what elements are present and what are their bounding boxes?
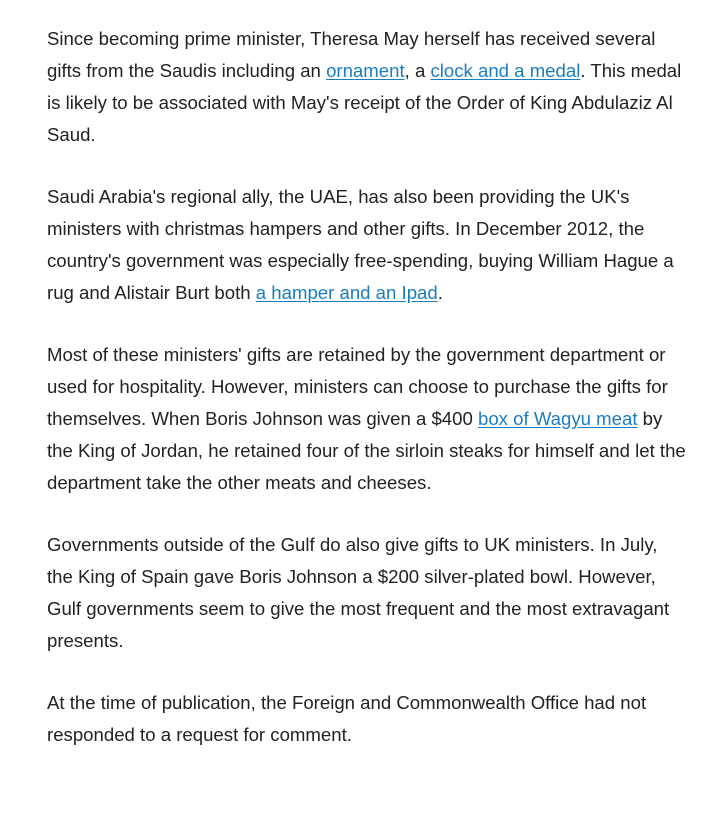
paragraph-no-comment — [47, 687, 687, 751]
paragraph-retained-gifts — [47, 339, 687, 499]
paragraph-text: Governments outside of the Gulf do also give gifts to UK ministers. In July, the King of Spain gave Boris Johnson a $200 silver-plated bowl. However, Gulf governments seem to give the most frequent and the most extravagant presents. — [47, 534, 670, 651]
paragraph-text: , a — [404, 60, 431, 81]
clock-and-medal-link[interactable]: clock and a medal — [430, 60, 581, 81]
article-body — [47, 23, 687, 751]
paragraph-text: . — [437, 282, 443, 303]
paragraph-text: At the time of publication, the Foreign and Commonwealth Office had not responded to a request for comment. — [47, 692, 647, 745]
paragraph-text: Since becoming prime minister, Theresa May herself has received several gifts from the Saudis including an — [47, 28, 656, 81]
paragraph-text: . This medal is likely to be associated with May's receipt of the Order of King Abdulaziz Al Saud. — [47, 60, 682, 145]
ornament-link[interactable]: ornament — [326, 60, 405, 81]
paragraph-may-gifts — [47, 23, 687, 151]
paragraph-text: Most of these ministers' gifts are retained by the government department or used for hospitality. However, ministers can choose to purchase the gifts for themselves. When Boris Johnson was given a $400 — [47, 344, 668, 429]
wagyu-meat-link[interactable]: box of Wagyu meat — [478, 408, 638, 429]
hamper-and-ipad-link[interactable]: a hamper and an Ipad — [255, 282, 438, 303]
paragraph-other-governments — [47, 529, 687, 657]
paragraph-uae-gifts — [47, 181, 687, 309]
paragraph-text: by the King of Jordan, he retained four of the sirloin steaks for himself and let the department take the other meats and cheeses. — [47, 408, 686, 493]
paragraph-text: Saudi Arabia's regional ally, the UAE, has also been providing the UK's ministers with christmas hampers and other gifts. In December 2012, the country's government was especially free-spending, buying William Hague a rug and Alistair Burt both — [47, 186, 674, 303]
